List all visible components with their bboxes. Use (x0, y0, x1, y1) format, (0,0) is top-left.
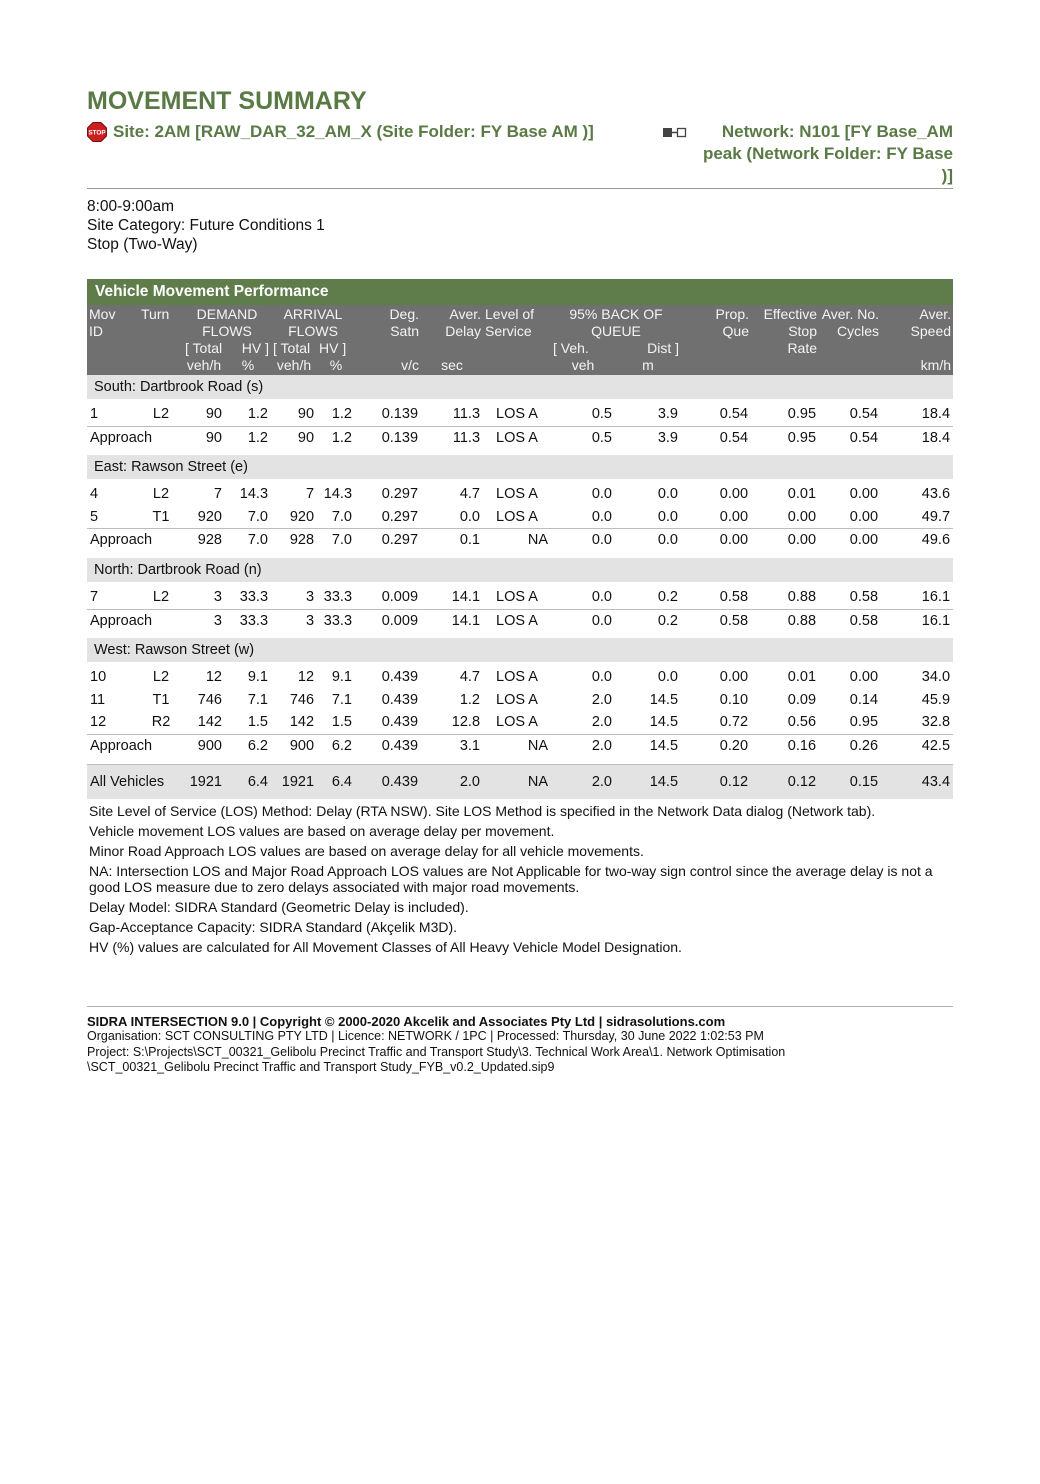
all-vehicles-cell: 43.4 (881, 764, 953, 799)
table-cell: 0.10 (719, 691, 749, 708)
approach-cell: 33.3 (225, 609, 271, 632)
approach-cell: 0.009 (355, 609, 421, 632)
all-vehicles-row (87, 764, 953, 799)
col-cycles: Cycles (819, 323, 881, 340)
table-cell: 11.3 (452, 406, 481, 422)
approach-cell: 11.3 (421, 426, 483, 449)
approach-cell: NA (483, 734, 551, 757)
table-cell: 142 (289, 714, 315, 731)
approach-section-header (87, 455, 953, 479)
col-demand-hv: HV ] (225, 340, 271, 357)
col-arrival-flows: FLOWS (271, 323, 355, 340)
table-row (87, 586, 953, 609)
approach-cell: 0.00 (819, 529, 881, 552)
approach-cell: NA (483, 529, 551, 552)
approach-row (87, 529, 953, 552)
table-row (87, 689, 953, 712)
approach-cell: 928 (183, 529, 225, 552)
page-title: MOVEMENT SUMMARY (87, 87, 367, 115)
approach-cell: 16.1 (881, 609, 953, 632)
approach-label: Approach (87, 609, 183, 632)
approach-cell: 0.0 (551, 609, 615, 632)
approach-cell: 3 (271, 609, 317, 632)
table-cell: 0.009 (381, 588, 419, 605)
unit-vc: v/c (355, 357, 421, 375)
table-cell: 0.00 (719, 508, 749, 525)
table-cell: 0.439 (381, 714, 419, 731)
approach-cell: 0.0 (615, 529, 681, 552)
footnote: Vehicle movement LOS values are based on average delay per movement. (89, 822, 555, 839)
col-prop: Prop. (681, 305, 751, 323)
site-meta (87, 197, 953, 254)
table-cell: 3 (305, 588, 315, 605)
table-header (87, 305, 953, 375)
approach-cell: LOS A (483, 609, 551, 632)
approach-row (87, 426, 953, 449)
table-cell: 14.1 (451, 588, 481, 605)
all-vehicles-cell: 6.4 (317, 764, 355, 799)
approach-row (87, 609, 953, 632)
table-cell: 34.0 (921, 669, 951, 686)
footnotes (87, 803, 953, 955)
table-row (87, 403, 953, 426)
table-row (87, 483, 953, 506)
all-vehicles-cell: 0.12 (681, 764, 751, 799)
header-divider (87, 188, 953, 189)
approach-cell: 0.95 (751, 426, 819, 449)
approach-cell: 3 (183, 609, 225, 632)
table-cell: 1.5 (331, 714, 353, 731)
table-cell: 43.6 (921, 486, 951, 503)
table-row (87, 506, 953, 529)
all-vehicles-cell: 2.0 (421, 764, 483, 799)
table-cell: 0.0 (591, 669, 613, 686)
col-aver-no: Aver. No. (819, 305, 881, 323)
table-cell: 4 (90, 486, 99, 503)
col-aver-speed: Aver. (881, 305, 953, 323)
table-cell: 746 (289, 691, 315, 708)
table-cell: 0.439 (381, 669, 419, 686)
approach-cell: 0.1 (421, 529, 483, 552)
table-cell: 0.54 (719, 406, 749, 422)
approach-label: Approach (87, 529, 183, 552)
table-cell: 0.439 (381, 691, 419, 708)
approach-cell: 90 (271, 426, 317, 449)
approach-cell: 0.16 (751, 734, 819, 757)
approach-cell: 0.54 (681, 426, 751, 449)
table-cell: L2 (152, 669, 170, 686)
col-level: Level of (483, 305, 551, 323)
all-vehicles-cell: 1921 (183, 764, 225, 799)
all-vehicles-cell: NA (483, 764, 551, 799)
table-cell: LOS A (496, 588, 538, 605)
approach-cell: 7.0 (225, 529, 271, 552)
table-cell: LOS A (496, 486, 538, 503)
all-vehicles-cell: 1921 (271, 764, 317, 799)
table-cell: 7.1 (331, 691, 353, 708)
table-cell: 3 (213, 588, 222, 605)
table-cell: 12 (90, 714, 107, 731)
table-cell: 0.0 (591, 486, 613, 503)
approach-cell: 33.3 (317, 609, 355, 632)
col-delay: Delay (421, 323, 483, 340)
approach-cell: 0.139 (355, 426, 421, 449)
table-cell: 0.0 (459, 508, 481, 525)
approach-cell: 1.2 (317, 426, 355, 449)
movement-table (87, 305, 953, 799)
approach-cell: 0.2 (615, 609, 681, 632)
footnote: Site Level of Service (LOS) Method: Delay (RTA NSW). Site LOS Method is specified in the Network Data dialog (Network tab). (89, 802, 876, 819)
col-demand-flows: FLOWS (183, 323, 271, 340)
approach-cell: 2.0 (551, 734, 615, 757)
table-cell: 0.00 (719, 486, 749, 503)
table-cell: 920 (197, 508, 222, 525)
table-cell: 32.8 (921, 714, 951, 731)
table-cell: 0.95 (849, 714, 879, 731)
table-cell: 49.7 (921, 508, 951, 525)
col-deg: Deg. (355, 305, 421, 323)
approach-cell: 0.26 (819, 734, 881, 757)
approach-cell: 18.4 (881, 426, 953, 449)
unit-pct: % (225, 357, 271, 375)
all-vehicles-cell: 14.5 (615, 764, 681, 799)
unit-vehh: veh/h (183, 357, 225, 375)
approach-cell: 0.5 (551, 426, 615, 449)
table-cell: 2.0 (591, 691, 613, 708)
col-service: Service (483, 323, 551, 340)
table-cell: 33.3 (239, 588, 269, 605)
network-icon (663, 127, 687, 139)
table-cell: 0.72 (719, 714, 749, 731)
all-vehicles-cell: 0.15 (819, 764, 881, 799)
table-cell: 1 (90, 406, 99, 422)
table-cell: 33.3 (323, 588, 353, 605)
col-id: ID (87, 323, 139, 340)
project-line-1: Project: S:\Projects\SCT_00321_Gelibolu Precinct Traffic and Transport Study\3. Technical Work Area\1. Network Optimisation (87, 1044, 786, 1059)
section-name: East: Rawson Street (e) (87, 455, 953, 479)
table-cell: 0.01 (787, 669, 817, 686)
approach-cell: 0.439 (355, 734, 421, 757)
approach-label: Approach (87, 426, 183, 449)
col-arrival-total: [ Total (271, 340, 317, 357)
approach-cell: 0.297 (355, 529, 421, 552)
approach-section-header (87, 375, 953, 399)
table-cell: 0.56 (787, 714, 817, 731)
table-cell: 0.00 (849, 486, 879, 503)
col-speed: Speed (881, 323, 953, 340)
approach-row (87, 734, 953, 757)
footnote: Gap-Acceptance Capacity: SIDRA Standard (Akçelik M3D). (89, 918, 458, 935)
all-vehicles-cell: 2.0 (551, 764, 615, 799)
table-cell: 746 (197, 691, 222, 708)
approach-cell: 6.2 (317, 734, 355, 757)
table-cell: 2.0 (591, 714, 613, 731)
approach-cell: 0.00 (681, 529, 751, 552)
section-name: West: Rawson Street (w) (87, 638, 953, 662)
table-cell: LOS A (496, 691, 538, 708)
network-heading (663, 121, 953, 187)
report-subheader (87, 121, 953, 187)
approach-cell: 90 (183, 426, 225, 449)
site-heading (87, 121, 594, 187)
unit-kmh: km/h (881, 357, 953, 375)
table-cell: 0.00 (787, 508, 817, 525)
approach-cell: 14.5 (615, 734, 681, 757)
col-dist: Dist ] (615, 340, 681, 357)
table-cell: 4.7 (459, 669, 481, 686)
table-cell: 7 (213, 486, 222, 503)
table-cell: 142 (197, 714, 222, 731)
approach-cell: 49.6 (881, 529, 953, 552)
approach-cell: 0.88 (751, 609, 819, 632)
svg-text:STOP: STOP (88, 129, 106, 137)
approach-cell: 0.20 (681, 734, 751, 757)
table-cell: T1 (152, 691, 170, 708)
table-cell: 0.14 (849, 691, 879, 708)
table-cell: 0.0 (591, 588, 613, 605)
col-arrival-hv: HV ] (317, 340, 355, 357)
table-cell: 0.54 (849, 406, 879, 422)
table-cell: 0.00 (849, 508, 879, 525)
approach-cell: 0.0 (551, 529, 615, 552)
network-label: Network: N101 [FY Base_AM peak (Network Folder: FY Base )] (702, 122, 953, 185)
table-cell: 7 (305, 486, 315, 503)
table-cell: 7.1 (247, 691, 269, 708)
table-row (87, 666, 953, 689)
approach-cell: 3.1 (421, 734, 483, 757)
approach-section-header (87, 638, 953, 662)
table-cell: 90 (205, 406, 222, 422)
table-cell: 0.5 (591, 406, 613, 422)
stop-sign-icon (87, 122, 107, 142)
approach-cell: 1.2 (225, 426, 271, 449)
table-cell: 0.00 (849, 669, 879, 686)
approach-cell: 7.0 (317, 529, 355, 552)
col-que: Que (681, 323, 751, 340)
approach-cell: 0.58 (819, 609, 881, 632)
table-cell: 1.2 (459, 691, 481, 708)
col-back-of-queue: 95% BACK OF (551, 305, 681, 323)
table-cell: 1.5 (247, 714, 269, 731)
table-cell: 0.00 (719, 669, 749, 686)
table-cell: 18.4 (921, 406, 951, 422)
table-cell: 12 (297, 669, 315, 686)
approach-cell: 14.1 (421, 609, 483, 632)
approach-cell: 3.9 (615, 426, 681, 449)
table-cell: 0.88 (787, 588, 817, 605)
table-cell: 1.2 (331, 406, 353, 422)
footnote: NA: Intersection LOS and Major Road Approach LOS values are Not Applicable for two-way sign control since the average delay is not a good LOS measure due to zero delays associated with major road movements. (89, 862, 933, 895)
col-demand-total: [ Total (183, 340, 225, 357)
table-cell: 0.09 (787, 691, 817, 708)
table-cell: 0.0 (657, 486, 679, 503)
table-cell: 14.3 (239, 486, 269, 503)
copyright-line: SIDRA INTERSECTION 9.0 | Copyright © 2000-2020 Akcelik and Associates Pty Ltd | sidrasolutions.com (87, 1014, 726, 1029)
unit-pct-arrival: % (317, 357, 355, 375)
table-body (87, 375, 953, 799)
approach-cell: 900 (271, 734, 317, 757)
table-cell: 7.0 (331, 508, 353, 525)
table-cell: 9.1 (331, 669, 353, 686)
footnote: Minor Road Approach LOS values are based on average delay for all vehicle movements. (89, 842, 644, 859)
meta-period: 8:00-9:00am (87, 198, 175, 215)
table-cell: 14.3 (323, 486, 353, 503)
table-cell: 0.297 (381, 486, 419, 503)
table-cell: LOS A (496, 406, 538, 422)
col-demand: DEMAND (183, 305, 271, 323)
approach-cell: 0.54 (819, 426, 881, 449)
approach-cell: LOS A (483, 426, 551, 449)
table-cell: 11 (90, 691, 106, 708)
table-cell: T1 (152, 508, 170, 525)
all-vehicles-label: All Vehicles (87, 764, 183, 799)
table-cell: 12 (205, 669, 222, 686)
table-cell: 1.2 (247, 406, 269, 422)
col-mov: Mov (87, 305, 139, 323)
table-cell: LOS A (496, 669, 538, 686)
table-cell: 5 (90, 508, 99, 525)
meta-category: Site Category: Future Conditions 1 (87, 217, 325, 234)
approach-label: Approach (87, 734, 183, 757)
table-cell: 7.0 (247, 508, 269, 525)
table-cell: 920 (289, 508, 315, 525)
table-cell: 0.01 (787, 486, 817, 503)
table-cell: 4.7 (459, 486, 481, 503)
col-satn: Satn (355, 323, 421, 340)
col-turn: Turn (139, 305, 183, 323)
all-vehicles-cell: 0.12 (751, 764, 819, 799)
col-aver-delay: Aver. (421, 305, 483, 323)
table-cell: 0.95 (787, 406, 817, 422)
table-cell: L2 (152, 486, 170, 503)
table-cell: 0.0 (657, 508, 679, 525)
col-arrival: ARRIVAL (271, 305, 355, 323)
all-vehicles-cell: 6.4 (225, 764, 271, 799)
table-cell: 14.5 (649, 691, 679, 708)
footnote: Delay Model: SIDRA Standard (Geometric Delay is included). (89, 898, 469, 915)
approach-section-header (87, 558, 953, 582)
unit-vehh-arrival: veh/h (271, 357, 317, 375)
site-label: Site: 2AM [RAW_DAR_32_AM_X (Site Folder: FY Base AM )] (113, 122, 594, 141)
vehicle-movement-performance (87, 279, 953, 799)
table-row (87, 711, 953, 734)
col-veh: [ Veh. (551, 340, 615, 357)
section-name: North: Dartbrook Road (n) (87, 558, 953, 582)
approach-cell: 42.5 (881, 734, 953, 757)
section-name: South: Dartbrook Road (s) (87, 375, 953, 399)
table-cell: L2 (152, 588, 170, 605)
unit-veh: veh (551, 357, 615, 375)
table-cell: 16.1 (921, 588, 951, 605)
footnote: HV (%) values are calculated for All Movement Classes of All Heavy Vehicle Model Designation. (89, 938, 682, 955)
table-cell: 9.1 (247, 669, 269, 686)
table-cell: 0.2 (657, 588, 679, 605)
table-cell: 45.9 (921, 691, 951, 708)
table-cell: 0.58 (719, 588, 749, 605)
table-cell: 3.9 (657, 406, 679, 422)
table-cell: 0.0 (591, 508, 613, 525)
unit-sec: sec (421, 357, 483, 375)
table-cell: 14.5 (649, 714, 679, 731)
table-title: Vehicle Movement Performance (87, 279, 953, 305)
col-queue: QUEUE (551, 323, 681, 340)
table-cell: 10 (90, 669, 107, 686)
report-page (87, 86, 953, 959)
col-stop: Stop (751, 323, 819, 340)
table-cell: 7 (90, 588, 99, 605)
table-cell: 90 (297, 406, 315, 422)
meta-control: Stop (Two-Way) (87, 236, 198, 253)
table-cell: LOS A (496, 508, 538, 525)
table-cell: 0.0 (657, 669, 679, 686)
report-footer (87, 1006, 953, 1076)
organisation-line: Organisation: SCT CONSULTING PTY LTD | Licence: NETWORK / 1PC | Processed: Thursday, 30 June 2022 1:02:53 PM (87, 1029, 764, 1043)
approach-cell: 0.00 (751, 529, 819, 552)
approach-cell: 0.58 (681, 609, 751, 632)
table-cell: 12.8 (451, 714, 481, 731)
approach-cell: 928 (271, 529, 317, 552)
table-cell: LOS A (496, 714, 538, 731)
unit-m: m (615, 357, 681, 375)
all-vehicles-cell: 0.439 (355, 764, 421, 799)
table-cell: L2 (152, 406, 170, 422)
approach-cell: 6.2 (225, 734, 271, 757)
table-cell: 0.139 (381, 406, 419, 422)
col-effective: Effective (751, 305, 819, 323)
table-cell: R2 (151, 714, 171, 731)
table-cell: 0.297 (381, 508, 419, 525)
table-cell: 0.58 (849, 588, 879, 605)
project-line-2: \SCT_00321_Gelibolu Precinct Traffic and Transport Study_FYB_v0.2_Updated.sip9 (87, 1060, 555, 1074)
col-rate: Rate (751, 340, 819, 357)
approach-cell: 900 (183, 734, 225, 757)
